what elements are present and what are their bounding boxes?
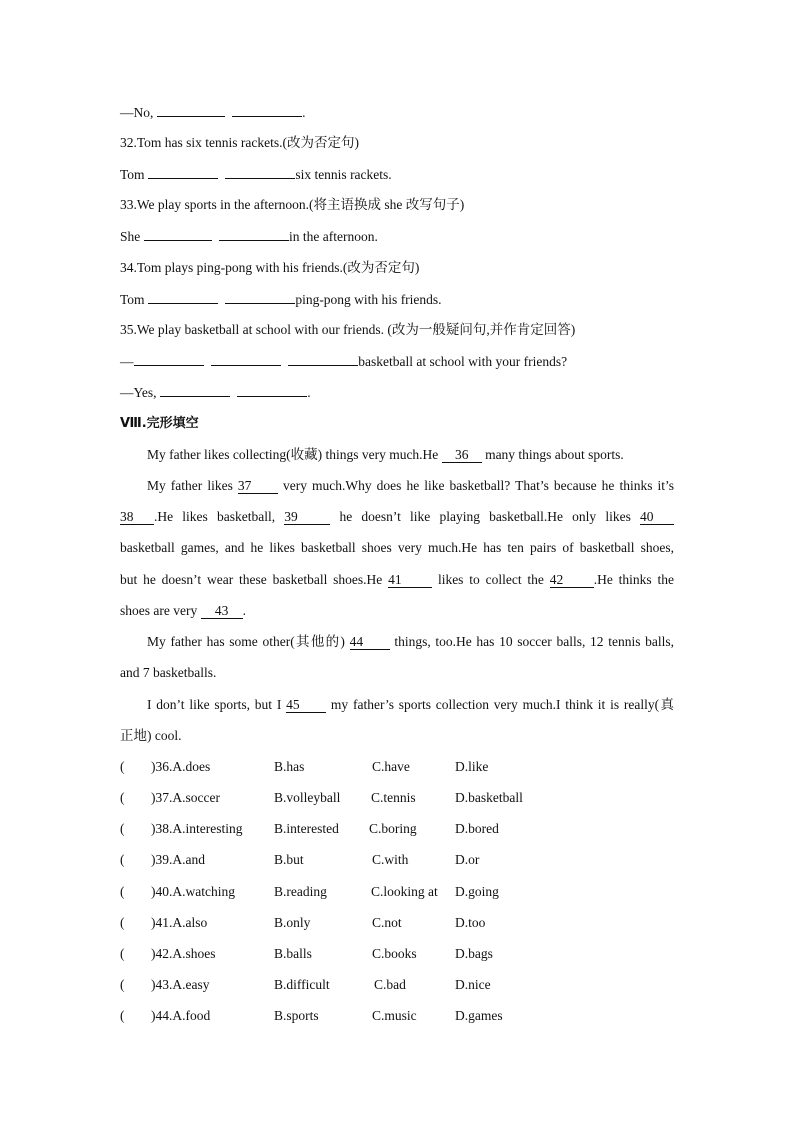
answer-blank[interactable] [232,103,302,117]
q31-answer-line: —No, . [120,105,306,120]
option-b: B.only [274,915,311,930]
passage-text: . [242,603,246,618]
option-row-42 [120,945,680,963]
answer-paren[interactable]: ( [120,977,125,992]
option-a: )39.A.and [151,852,205,867]
q33-answer-suffix: in the afternoon. [289,229,378,244]
option-row-37 [120,789,680,807]
answer-paren[interactable]: ( [120,1008,125,1023]
cloze-blank-36[interactable]: 36 [442,448,482,463]
passage-text: shoes are very [120,603,198,618]
passage-text: I don’t like sports, but I [147,697,282,712]
option-a: )41.A.also [151,915,208,930]
answer-blank[interactable] [225,290,295,304]
cloze-blank-45[interactable]: 45 [286,698,326,713]
answer-paren[interactable]: ( [120,852,125,867]
option-b: B.interested [274,821,339,836]
cloze-blank-43[interactable]: 43 [201,604,243,619]
option-row-39 [120,851,680,869]
answer-blank[interactable] [160,383,230,397]
passage-text: many things about sports. [485,447,624,462]
answer-blank[interactable] [144,227,212,241]
option-c: C.books [372,946,417,961]
passage-text: .He likes basketball, [154,509,276,524]
answer-blank[interactable] [225,165,295,179]
answer-blank[interactable] [237,383,307,397]
cloze-blank-40[interactable]: 40 [640,510,674,525]
q32-answer-suffix: six tennis rackets. [295,167,392,182]
q34-prompt: 34.Tom plays ping-pong with his friends.(改为否定句) [120,260,420,275]
option-c: C.music [372,1008,417,1023]
passage-line [120,571,674,589]
option-row-36 [120,758,680,776]
q35-prompt: 35.We play basketball at school with our friends. (改为一般疑问句,并作肯定回答) [120,322,576,337]
q35-question-suffix: basketball at school with your friends? [358,354,568,369]
option-row-41 [120,914,680,932]
q35-answer-prefix: —Yes, [120,385,157,400]
passage-line [120,508,674,526]
q35-question-line [120,352,567,371]
option-c: C.looking at [371,884,438,899]
option-b: B.reading [274,884,327,899]
answer-paren[interactable]: ( [120,915,125,930]
option-row-40 [120,883,680,901]
answer-blank[interactable] [134,352,204,366]
option-b: B.but [274,852,304,867]
passage-text: 正地) cool. [120,728,182,743]
answer-paren[interactable]: ( [120,946,125,961]
q33-prompt: 33.We play sports in the afternoon.(将主语换成 she 改写句子) [120,197,465,212]
option-c: C.have [372,759,410,774]
answer-paren[interactable]: ( [120,790,125,805]
option-d: D.bored [455,821,499,836]
passage-text: basketball games, and he likes basketball shoes very much.He has ten pairs of basketball shoes, [120,540,674,555]
option-a: )44.A.food [151,1008,211,1023]
q34-answer-line [120,290,442,309]
option-row-38 [120,820,680,838]
cloze-blank-39[interactable]: 39 [284,510,330,525]
passage-text: My father has some other(其他的) [147,634,345,649]
option-d: D.going [455,884,499,899]
answer-blank[interactable] [211,352,281,366]
q33-answer-line [120,227,378,246]
passage-line [147,696,674,714]
passage-text: he doesn’t like playing basketball.He only likes [339,509,631,524]
q34-answer-suffix: ping-pong with his friends. [295,292,442,307]
passage-text: .He thinks the [593,572,674,587]
passage-line [120,539,674,557]
q34-answer-prefix: Tom [120,292,145,307]
option-c: C.bad [374,977,406,992]
option-d: D.games [455,1008,503,1023]
cloze-blank-41[interactable]: 41 [388,573,432,588]
passage-line [147,477,674,495]
q32-answer-prefix: Tom [120,167,145,182]
q33-answer-prefix: She [120,229,141,244]
answer-paren[interactable]: ( [120,821,125,836]
passage-text: my father’s sports collection very much.I think it is really(真 [330,697,675,712]
passage-text: likes to collect the [437,572,544,587]
passage-text: but he doesn’t wear these basketball shoes.He [120,572,383,587]
q35-question-prefix: — [120,354,134,369]
option-d: D.too [455,915,486,930]
passage-line [120,602,246,620]
passage-text: My father likes collecting(收藏) things very much.He [147,447,439,462]
option-d: D.like [455,759,489,774]
q32-answer-line [120,165,392,184]
answer-blank[interactable] [219,227,289,241]
answer-paren[interactable]: ( [120,884,125,899]
option-a: )37.A.soccer [151,790,220,805]
option-row-43 [120,976,680,994]
cloze-blank-42[interactable]: 42 [550,573,594,588]
answer-blank[interactable] [288,352,358,366]
cloze-blank-37[interactable]: 37 [238,479,278,494]
option-b: B.difficult [274,977,330,992]
option-b: B.balls [274,946,312,961]
option-a: )36.A.does [151,759,211,774]
option-c: C.tennis [371,790,416,805]
answer-blank[interactable] [157,103,225,117]
option-row-44 [120,1007,680,1025]
option-d: D.nice [455,977,491,992]
option-d: D.or [455,852,480,867]
passage-line [120,727,182,745]
option-c: C.not [372,915,402,930]
option-b: B.sports [274,1008,319,1023]
option-b: B.has [274,759,305,774]
q35-answer-line: —Yes, . [120,385,311,400]
passage-text: and 7 basketballs. [120,665,217,680]
passage-text: My father likes [147,478,233,493]
option-a: )40.A.watching [151,884,235,899]
passage-text: things, too.He has 10 soccer balls, 12 tennis balls, [394,634,675,649]
passage-text: very much.Why does he like basketball? That’s because he thinks it’s [282,478,675,493]
q32-prompt: 32.Tom has six tennis rackets.(改为否定句) [120,135,360,150]
option-a: )43.A.easy [151,977,210,992]
option-b: B.volleyball [274,790,341,805]
passage-line [147,446,624,464]
option-a: )42.A.shoes [151,946,216,961]
section-title: Ⅷ.完形填空 [120,416,199,431]
answer-blank[interactable] [148,290,218,304]
option-a: )38.A.interesting [151,821,243,836]
cloze-blank-44[interactable]: 44 [350,635,390,650]
passage-line [147,633,674,651]
answer-paren[interactable]: ( [120,759,125,774]
answer-blank[interactable] [148,165,218,179]
option-d: D.basketball [455,790,523,805]
option-c: C.boring [369,821,417,836]
q31-answer-prefix: —No, [120,105,154,120]
option-d: D.bags [455,946,493,961]
passage-line [120,664,216,682]
cloze-blank-38[interactable]: 38 [120,510,154,525]
option-c: C.with [372,852,409,867]
